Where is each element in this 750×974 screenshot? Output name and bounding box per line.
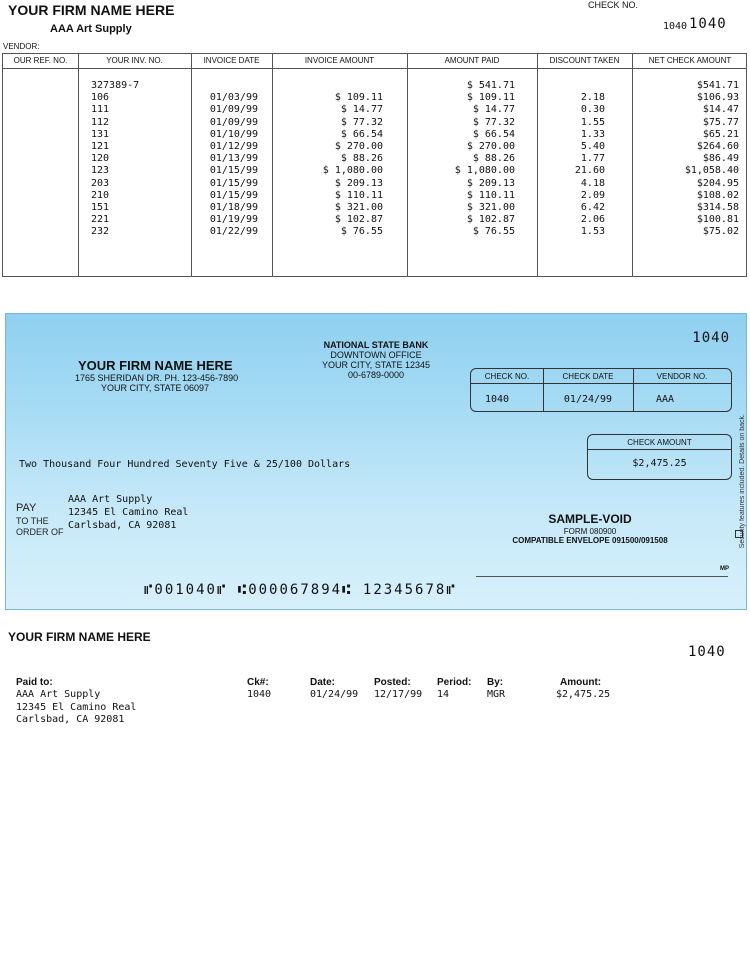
invoice-date-cell: 01/09/99 — [209, 116, 258, 128]
discount-taken-cell: 1.53 — [580, 226, 605, 238]
table-row — [3, 190, 746, 202]
mp-mark: MP — [720, 566, 729, 572]
net-amount-cell: $100.81 — [696, 214, 739, 226]
discount-taken-cell: 1.77 — [580, 153, 605, 165]
invoice-number-cell: 210 — [91, 189, 110, 201]
net-amount-cell: $14.47 — [702, 104, 739, 116]
invoice-amount-cell: $ 1,080.00 — [322, 165, 383, 177]
stub-firm-name: YOUR FIRM NAME HERE — [8, 2, 175, 18]
amount-paid-cell: $ 270.00 — [466, 140, 515, 152]
stub-check-no: 1040 — [689, 16, 727, 32]
discount-taken-cell: 1.55 — [580, 116, 605, 128]
net-amount-cell: $75.77 — [702, 116, 739, 128]
amount-paid-cell: $ 109.11 — [466, 92, 515, 104]
table-row — [3, 165, 746, 177]
invoice-number-cell: 151 — [91, 201, 110, 213]
invoice-number-cell: 221 — [91, 214, 110, 226]
check-firm-name: YOUR FIRM NAME HERE — [78, 358, 233, 373]
invoice-amount-cell: $ 321.00 — [334, 201, 383, 213]
voucher-firm-name: YOUR FIRM NAME HERE — [8, 630, 151, 644]
invoice-number-cell: 203 — [91, 177, 110, 189]
table-row — [3, 226, 746, 238]
discount-taken-cell: 5.40 — [580, 140, 605, 152]
invoice-date-cell: 01/03/99 — [209, 92, 258, 104]
pay-label: PAY — [16, 502, 37, 514]
written-amount: Two Thousand Four Hundred Seventy Five & 25/100 Dollars — [19, 459, 351, 470]
amount-paid-cell: $ 110.11 — [466, 189, 515, 201]
column-header-invoice-amount: INVOICE AMOUNT — [304, 56, 375, 65]
ck-value: 1040 — [247, 689, 272, 700]
net-amount-cell: $108.02 — [696, 189, 739, 201]
invoice-date-cell: 01/19/99 — [209, 214, 258, 226]
info-header-vendor-no: VENDOR NO. — [656, 372, 708, 381]
invoice-amount-cell: $ 77.32 — [340, 116, 383, 128]
net-amount-cell: $65.21 — [702, 128, 739, 140]
payee-street: 12345 El Camino Real — [68, 507, 189, 518]
check-amount: $2,475.25 — [632, 458, 687, 469]
ck-label: Ck#: — [247, 677, 269, 688]
discount-taken-cell: 2.09 — [580, 189, 605, 201]
voucher-check-no: 1040 — [688, 644, 726, 660]
invoice-amount-cell: $ 76.55 — [340, 226, 383, 238]
invoice-amount-cell: $ 66.54 — [340, 128, 383, 140]
voucher-payee-street: 12345 El Camino Real — [16, 701, 137, 713]
micr-line: ⑈001040⑈ ⑆000067894⑆ 12345678⑈ — [144, 582, 457, 598]
bank-routing: 00-6789-0000 — [347, 370, 405, 380]
invoice-date-cell: 01/22/99 — [209, 226, 258, 238]
amount-paid-cell: $ 14.77 — [472, 104, 515, 116]
check-number: 1040 — [692, 330, 730, 346]
payee-city: Carlsbad, CA 92081 — [68, 520, 177, 531]
net-amount-cell: $86.49 — [702, 153, 739, 165]
column-header-your-inv: YOUR INV. NO. — [106, 56, 163, 65]
invoice-number-cell: 327389-7 — [91, 80, 140, 91]
void-text: SAMPLE-VOID — [548, 512, 632, 526]
net-amount-cell: $204.95 — [696, 177, 739, 189]
date-value: 01/24/99 — [310, 689, 359, 700]
invoice-number-cell: 123 — [91, 165, 110, 177]
amount-value: $2,475.25 — [556, 689, 611, 700]
by-label: By: — [487, 677, 504, 688]
voucher-payee-name: AAA Art Supply — [16, 689, 101, 700]
bank-city: YOUR CITY, STATE 12345 — [321, 360, 431, 370]
table-row — [3, 117, 746, 129]
table-row — [3, 141, 746, 153]
stub-vendor-name: AAA Art Supply — [50, 23, 132, 35]
signature-line — [476, 576, 728, 577]
invoice-date-cell: 01/09/99 — [209, 104, 258, 116]
discount-taken-cell: 0.30 — [580, 104, 605, 116]
net-amount-cell: $75.02 — [702, 226, 739, 238]
stub-vendor-label: VENDOR: — [3, 42, 40, 51]
envelope-info: COMPATIBLE ENVELOPE 091500/091508 — [512, 536, 668, 545]
info-header-check-date: CHECK DATE — [562, 372, 614, 381]
amount-paid-cell: $ 1,080.00 — [454, 165, 515, 177]
voucher-payee — [16, 689, 136, 727]
invoice-date-cell: 01/13/99 — [209, 153, 258, 165]
discount-taken-cell: 2.06 — [580, 214, 605, 226]
invoice-number-cell: 120 — [91, 153, 110, 165]
net-amount-cell: $264.60 — [696, 140, 739, 152]
column-header-our-ref: OUR REF. NO. — [13, 56, 68, 65]
table-row — [3, 92, 746, 104]
period-value: 14 — [437, 689, 450, 700]
by-value: MGR — [487, 689, 506, 700]
invoice-amount-cell: $ 270.00 — [334, 140, 383, 152]
invoice-number-cell: 111 — [91, 104, 110, 116]
discount-taken-cell: 21.60 — [574, 165, 605, 177]
period-label: Period: — [437, 677, 472, 688]
to-order-label — [16, 516, 64, 538]
check-amount-label: CHECK AMOUNT — [627, 438, 692, 447]
column-header-discount: DISCOUNT TAKEN — [549, 56, 620, 65]
table-row — [3, 129, 746, 141]
amount-paid-cell: $ 88.26 — [472, 153, 515, 165]
amount-label: Amount: — [560, 677, 602, 688]
check-firm-city: YOUR CITY, STATE 06097 — [101, 383, 210, 393]
posted-value: 12/17/99 — [374, 689, 423, 700]
net-amount-cell: $541.71 — [696, 80, 739, 91]
amount-paid-cell: $ 209.13 — [466, 177, 515, 189]
order-of-label: ORDER OF — [16, 527, 64, 537]
invoice-number-cell: 232 — [91, 226, 110, 238]
stub-check-no-label: CHECK NO. — [588, 0, 639, 10]
payee-address — [68, 493, 188, 532]
amount-paid-cell: $ 102.87 — [466, 214, 515, 226]
info-header-check-no: CHECK NO. — [484, 372, 530, 381]
invoice-number-cell: 106 — [91, 92, 110, 104]
info-check-date: 01/24/99 — [563, 394, 613, 405]
net-amount-cell: $314.58 — [696, 201, 739, 213]
stub-check-no-small: 1040 — [663, 21, 688, 32]
column-header-invoice-date: INVOICE DATE — [203, 56, 260, 65]
check-info-box — [470, 368, 732, 412]
table-row — [3, 202, 746, 214]
amount-paid-cell: $ 66.54 — [472, 128, 515, 140]
paid-to-label: Paid to: — [16, 677, 53, 688]
security-note: Security features included. Details on back. — [739, 414, 746, 549]
amount-paid-cell: $ 321.00 — [466, 201, 515, 213]
amount-paid-cell: $ 541.71 — [466, 80, 515, 91]
invoice-amount-cell: $ 109.11 — [334, 92, 383, 104]
invoice-rows — [3, 80, 746, 238]
to-the-label: TO THE — [16, 516, 49, 526]
table-row — [3, 178, 746, 190]
discount-taken-cell: 2.18 — [580, 92, 605, 104]
amount-paid-cell: $ 76.55 — [472, 226, 515, 238]
net-amount-cell: $1,058.40 — [684, 165, 739, 177]
discount-taken-cell: 4.18 — [580, 177, 605, 189]
invoice-amount-cell: $ 88.26 — [340, 153, 383, 165]
column-header-net-amount: NET CHECK AMOUNT — [648, 56, 732, 65]
table-row — [3, 80, 746, 92]
invoice-amount-cell: $ 102.87 — [334, 214, 383, 226]
invoice-number-cell: 112 — [91, 116, 110, 128]
lock-icon — [735, 530, 743, 538]
form-number: FORM 080900 — [563, 527, 617, 536]
invoice-date-cell: 01/10/99 — [209, 128, 258, 140]
invoice-amount-cell: $ 209.13 — [334, 177, 383, 189]
net-amount-cell: $106.93 — [696, 92, 739, 104]
invoice-date-cell: 01/15/99 — [209, 165, 258, 177]
table-row — [3, 104, 746, 116]
invoice-number-cell: 121 — [91, 140, 110, 152]
discount-taken-cell: 1.33 — [580, 128, 605, 140]
table-row — [3, 214, 746, 226]
invoice-date-cell: 01/12/99 — [209, 140, 258, 152]
check-firm-address: 1765 SHERIDAN DR. PH. 123-456-7890 — [75, 373, 239, 383]
column-header-amount-paid: AMOUNT PAID — [444, 56, 500, 65]
invoice-date-cell: 01/18/99 — [209, 201, 258, 213]
invoice-date-cell: 01/15/99 — [209, 189, 258, 201]
check-amount-box — [587, 434, 732, 480]
amount-paid-cell: $ 77.32 — [472, 116, 515, 128]
table-row — [3, 153, 746, 165]
invoice-amount-cell: $ 14.77 — [340, 104, 383, 116]
info-vendor-no: AAA — [655, 394, 675, 405]
discount-taken-cell: 6.42 — [580, 201, 605, 213]
date-label: Date: — [310, 677, 336, 688]
invoice-amount-cell: $ 110.11 — [334, 189, 383, 201]
payee-name: AAA Art Supply — [68, 494, 153, 505]
bank-office: DOWNTOWN OFFICE — [330, 350, 422, 360]
bank-name: NATIONAL STATE BANK — [323, 340, 429, 350]
invoice-date-cell: 01/15/99 — [209, 177, 258, 189]
posted-label: Posted: — [374, 677, 411, 688]
bank-info — [306, 340, 446, 380]
check-body — [5, 313, 747, 610]
invoice-number-cell: 131 — [91, 128, 110, 140]
invoice-table — [2, 53, 747, 277]
info-check-no: 1040 — [484, 394, 510, 405]
voucher-payee-city: Carlsbad, CA 92081 — [16, 714, 125, 725]
